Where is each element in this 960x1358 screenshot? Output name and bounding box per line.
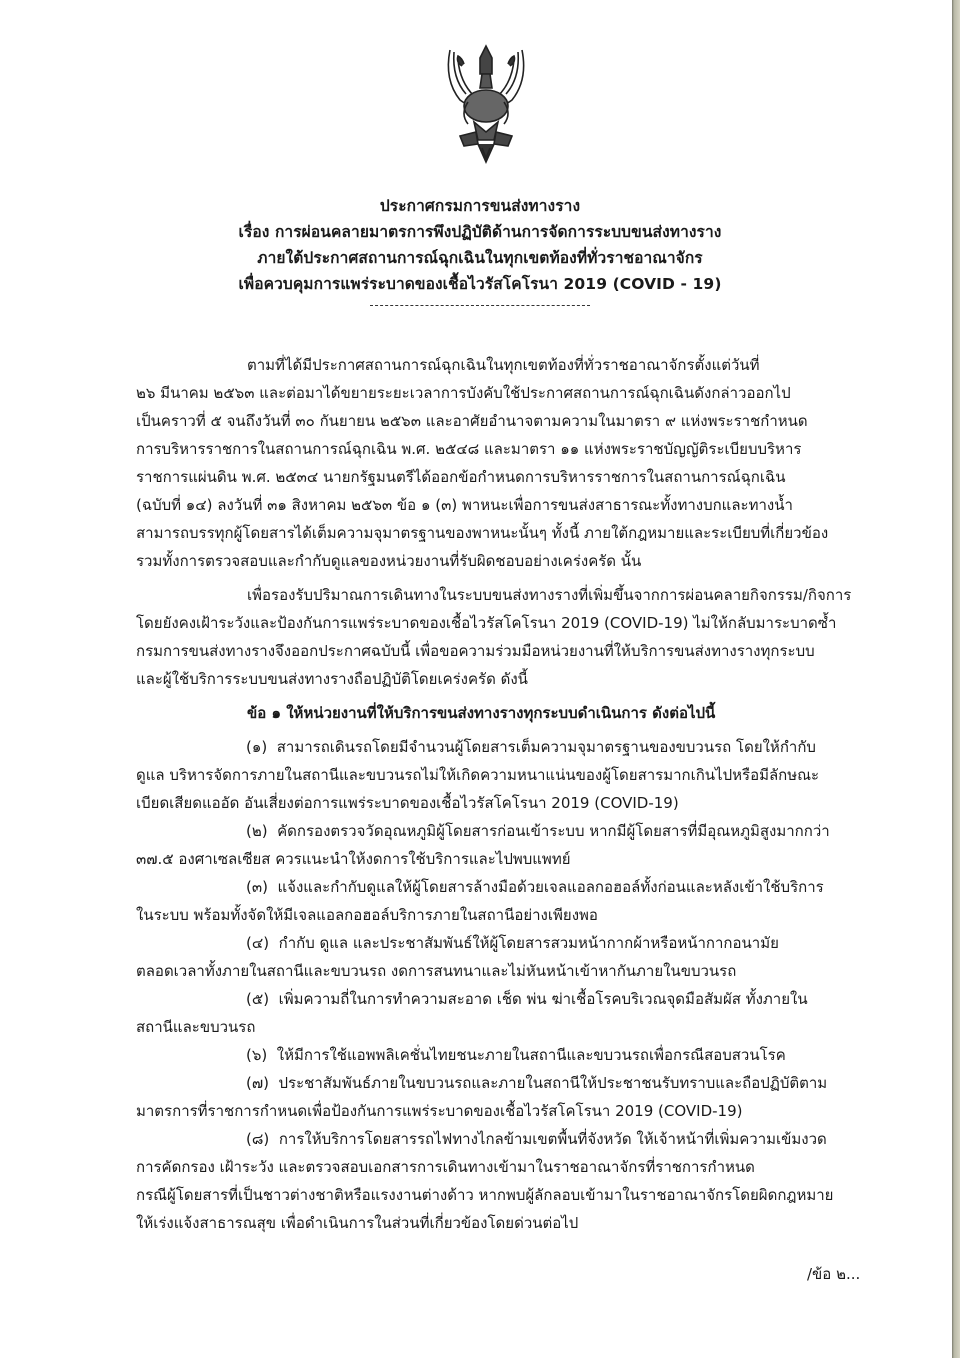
- text-line: ประชาสัมพันธ์ภายในขบวนรถและภายในสถานีให้ประชาชนรับทราบและถือปฏิบัติตาม: [278, 1074, 828, 1092]
- paragraph-preamble: [136, 351, 896, 575]
- text-line: กรณีผู้โดยสารที่เป็นชาวต่างชาติหรือแรงงานต่างด้าว หากพบผู้ลักลอบเข้ามาในราชอาณาจักรโดยผิดกฎหมาย: [136, 1186, 834, 1204]
- item-number: (๔): [246, 934, 270, 952]
- text-line: การบริหารราชการในสถานการณ์ฉุกเฉิน พ.ศ. ๒๕๔๘ และมาตรา ๑๑ แห่งพระราชบัญญัติระเบียบบริหาร: [136, 440, 802, 458]
- text-line: สามารถบรรทุกผู้โดยสารได้เต็มความจุมาตรฐานของพาหนะนั้นๆ ทั้งนี้ ภายใต้กฎหมายและระเบียบที่เกี่ยวข้อง: [136, 524, 829, 542]
- subject-line-1: เรื่อง การผ่อนคลายมาตรการพึงปฏิบัติด้านการจัดการระบบขนส่งทางราง: [238, 223, 722, 241]
- clause-1-item-3: [136, 873, 896, 929]
- subject-line-3: เพื่อควบคุมการแพร่ระบาดของเชื้อไวรัสโคโรนา 2019 (COVID - 19): [238, 275, 722, 293]
- clause-1-item-5: [136, 985, 896, 1041]
- clause-1-item-6: [136, 1041, 896, 1069]
- scan-edge: [952, 0, 960, 1358]
- text-line: การคัดกรอง เฝ้าระวัง และตรวจสอบเอกสารการเดินทางเข้ามาในราชอาณาจักรที่ราชการกำหนด: [136, 1158, 755, 1176]
- text-line: และผู้ใช้บริการระบบขนส่งทางรางถือปฏิบัติโดยเคร่งครัด ดังนี้: [136, 670, 528, 688]
- text-line: ดูแล บริหารจัดการภายในสถานีและขบวนรถไม่ให้เกิดความหนาแน่นของผู้โดยสารมากเกินไปหรือมีลักษณะ: [136, 766, 820, 784]
- text-line: ตลอดเวลาทั้งภายในสถานีและขบวนรถ งดการสนทนาและไม่หันหน้าเข้าหากันภายในขบวนรถ: [136, 962, 737, 980]
- text-line: ราชการแผ่นดิน พ.ศ. ๒๕๓๔ นายกรัฐมนตรีได้ออกข้อกำหนดการบริหารราชการในสถานการณ์ฉุกเฉิน: [136, 468, 786, 486]
- continuation-marker: /ข้อ ๒...: [807, 1265, 861, 1283]
- text-line: แจ้งและกำกับดูแลให้ผู้โดยสารล้างมือด้วยเจลแอลกอฮอล์ทั้งก่อนและหลังเข้าใช้บริการ: [277, 878, 824, 896]
- text-line: ในระบบ พร้อมทั้งจัดให้มีเจลแอลกอฮอล์บริการภายในสถานีอย่างเพียงพอ: [136, 906, 598, 924]
- text-line: ให้มีการใช้แอพพลิเคชั่นไทยชนะภายในสถานีและขบวนรถเพื่อกรณีสอบสวนโรค: [276, 1046, 786, 1064]
- text-line: เบียดเสียดแออัด อันเสี่ยงต่อการแพร่ระบาดของเชื้อไวรัสโคโรนา 2019 (COVID-19): [136, 794, 679, 812]
- clause-1-item-1: [136, 733, 896, 817]
- text-line: โดยยังคงเฝ้าระวังและป้องกันการแพร่ระบาดของเชื้อไวรัสโคโรนา 2019 (COVID-19) ไม่ให้กลับมาระบาดซ้ำ: [136, 614, 837, 632]
- subject-line-2: ภายใต้ประกาศสถานการณ์ฉุกเฉินในทุกเขตท้องที่ทั่วราชอาณาจักร: [257, 249, 703, 267]
- clause-1-item-7: [136, 1069, 896, 1125]
- item-number: (๕): [246, 990, 270, 1008]
- text-line: สามารถเดินรถโดยมีจำนวนผู้โดยสารเต็มความจุมาตรฐานของขบวนรถ โดยให้กำกับ: [276, 738, 816, 756]
- item-number: (๖): [246, 1046, 268, 1064]
- garuda-emblem-icon: [440, 40, 532, 168]
- text-line: ๒๖ มีนาคม ๒๕๖๓ และต่อมาได้ขยายระยะเวลาการบังคับใช้ประกาศสถานการณ์ฉุกเฉินดังกล่าวออกไป: [136, 384, 791, 402]
- clause-1-item-4: [136, 929, 896, 985]
- text-line: เพิ่มความถี่ในการทำความสะอาด เช็ด พ่น ฆ่าเชื้อโรคบริเวณจุดมือสัมผัส ทั้งภายใน: [278, 990, 808, 1008]
- clause-1-item-2: [136, 817, 896, 873]
- text-line: (ฉบับที่ ๑๔) ลงวันที่ ๓๑ สิงหาคม ๒๕๖๓ ข้อ ๑ (๓) พาหนะเพื่อการขนส่งสาธารณะทั้งทางบกและทางน้ำ: [136, 496, 793, 514]
- text-line: ๓๗.๕ องศาเซลเซียส ควรแนะนำให้งดการใช้บริการและไปพบแพทย์: [136, 850, 571, 868]
- text-line: ให้เร่งแจ้งสาธารณสุข เพื่อดำเนินการในส่วนที่เกี่ยวข้องโดยด่วนต่อไป: [136, 1214, 579, 1232]
- item-number: (๘): [246, 1130, 270, 1148]
- text-line: คัดกรองตรวจวัดอุณหภูมิผู้โดยสารก่อนเข้าระบบ หากมีผู้โดยสารที่มีอุณหภูมิสูงมากกว่า: [277, 822, 830, 840]
- clause-1-heading: ข้อ ๑ ให้หน่วยงานที่ให้บริการขนส่งทางรางทุกระบบดำเนินการ ดังต่อไปนี้: [247, 704, 716, 722]
- text-line: กรมการขนส่งทางรางจึงออกประกาศฉบับนี้ เพื่อขอความร่วมมือหน่วยงานที่ให้บริการขนส่งทางรางทุกระบบ: [136, 642, 815, 660]
- item-number: (๑): [246, 738, 268, 756]
- text-line: สถานีและขบวนรถ: [136, 1018, 256, 1036]
- text-line: กำกับ ดูแล และประชาสัมพันธ์ให้ผู้โดยสารสวมหน้ากากผ้าหรือหน้ากากอนามัย: [278, 934, 779, 952]
- paragraph-purpose: [136, 581, 896, 693]
- text-line: ตามที่ได้มีประกาศสถานการณ์ฉุกเฉินในทุกเขตท้องที่ทั่วราชอาณาจักรตั้งแต่วันที่: [247, 356, 760, 374]
- text-line: มาตรการที่ราชการกำหนดเพื่อป้องกันการแพร่ระบาดของเชื้อไวรัสโคโรนา 2019 (COVID-19): [136, 1102, 743, 1120]
- text-line: เป็นคราวที่ ๕ จนถึงวันที่ ๓๐ กันยายน ๒๕๖๓ และอาศัยอำนาจตามความในมาตรา ๙ แห่งพระราชกำหนด: [136, 412, 808, 430]
- announcement-title-block: [140, 193, 820, 306]
- item-number: (๒): [246, 822, 268, 840]
- text-line: การให้บริการโดยสารรถไฟทางไกลข้ามเขตพื้นที่จังหวัด ให้เจ้าหน้าที่เพิ่มความเข้มงวด: [278, 1130, 827, 1148]
- issuing-agency: ประกาศกรมการขนส่งทางราง: [379, 197, 581, 215]
- item-number: (๓): [246, 878, 268, 896]
- text-line: เพื่อรองรับปริมาณการเดินทางในระบบขนส่งทางรางที่เพิ่มขึ้นจากการผ่อนคลายกิจกรรม/กิจการ: [247, 586, 852, 604]
- title-divider: [370, 305, 590, 306]
- clause-1-item-8: [136, 1125, 896, 1237]
- document-body: [136, 351, 896, 1237]
- text-line: รวมทั้งการตรวจสอบและกำกับดูแลของหน่วยงานที่รับผิดชอบอย่างเคร่งครัด นั้น: [136, 552, 642, 570]
- item-number: (๗): [246, 1074, 269, 1092]
